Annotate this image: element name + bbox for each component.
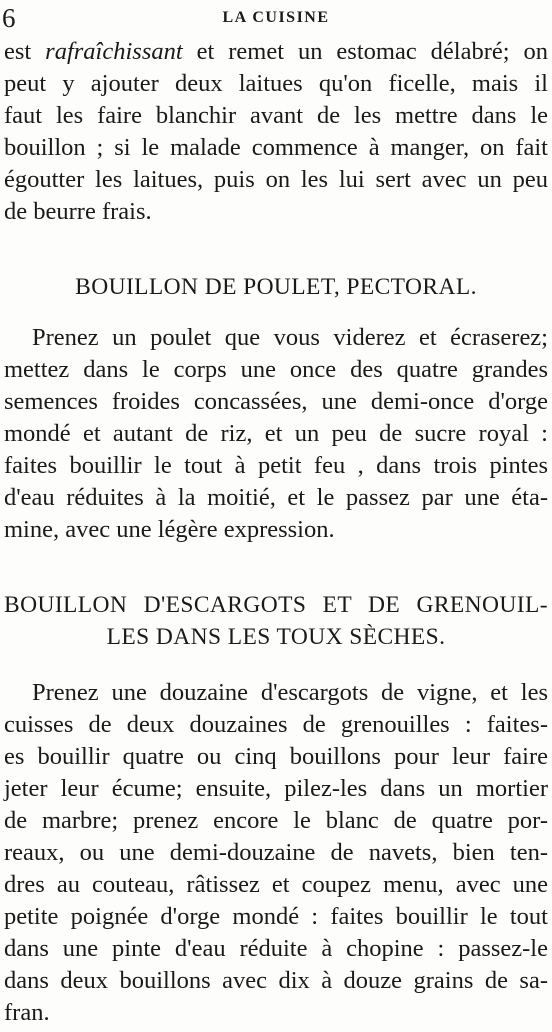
text-line: est rafraîchissant et remet un estomac délabré; on	[4, 38, 548, 65]
page-header	[0, 2, 552, 34]
text-line: peut y ajouter deux laitues qu'on ficelle, mais il	[4, 70, 548, 97]
text-line: de marbre; prenez encore le blanc de quatre por-	[4, 807, 548, 834]
text-line: dres au couteau, râtissez et coupez menu, avec une	[4, 871, 548, 898]
text-line: fran.	[4, 999, 50, 1026]
text-line: égoutter les laitues, puis on les lui sert avec un peu	[4, 166, 548, 193]
text-line: cuisses de deux douzaines de grenouilles : faites-	[4, 711, 548, 738]
section-heading-escargots	[4, 589, 548, 653]
text-line: mine, avec une légère expression.	[4, 516, 335, 543]
text-line: jeter leur écume; ensuite, pilez-les dans un mortier	[4, 775, 548, 802]
text-line: d'eau réduites à la moitié, et le passez par une éta-	[4, 484, 548, 511]
text-line: mondé et autant de riz, et un peu de sucre royal :	[4, 420, 548, 447]
paragraph-continued	[4, 36, 548, 228]
italic-word: rafraîchissant	[45, 38, 183, 65]
heading-line: BOUILLON DE POULET, PECTORAL.	[75, 274, 477, 300]
heading-line: LES DANS LES TOUX SÈCHES.	[106, 624, 446, 650]
text-line: reaux, ou une demi-douzaine de navets, bien ten-	[4, 839, 548, 866]
section-body-escargots	[4, 677, 548, 1029]
text-line: faut les faire blanchir avant de les mettre dans le	[4, 102, 548, 129]
section-body-poulet	[4, 322, 548, 546]
running-title: LA CUISINE	[222, 9, 330, 26]
text-line: dans une pinte d'eau réduite à chopine : passez-le	[4, 935, 548, 962]
text-line: faites bouillir le tout à petit feu , dans trois pintes	[4, 452, 548, 479]
text-line: semences froides concassées, une demi-once d'orge	[4, 388, 548, 415]
text-line: Prenez une douzaine d'escargots de vigne, et les	[32, 679, 548, 706]
text-line: de beurre frais.	[4, 198, 152, 225]
text-line: dans deux bouillons avec dix à douze grains de sa-	[4, 967, 548, 994]
page-number: 6	[2, 3, 16, 33]
text-line: petite poignée d'orge mondé : faites bouillir le tout	[4, 903, 548, 930]
text-line: bouillon ; si le malade commence à manger, on fait	[4, 134, 548, 161]
section-heading-poulet	[4, 271, 548, 303]
text-line: Prenez un poulet que vous viderez et écraserez;	[32, 324, 548, 351]
text-line: mettez dans le corps une once des quatre grandes	[4, 356, 548, 383]
heading-line: BOUILLON D'ESCARGOTS ET DE GRENOUIL-	[4, 592, 548, 618]
text-line: es bouillir quatre ou cinq bouillons pour leur faire	[4, 743, 548, 770]
